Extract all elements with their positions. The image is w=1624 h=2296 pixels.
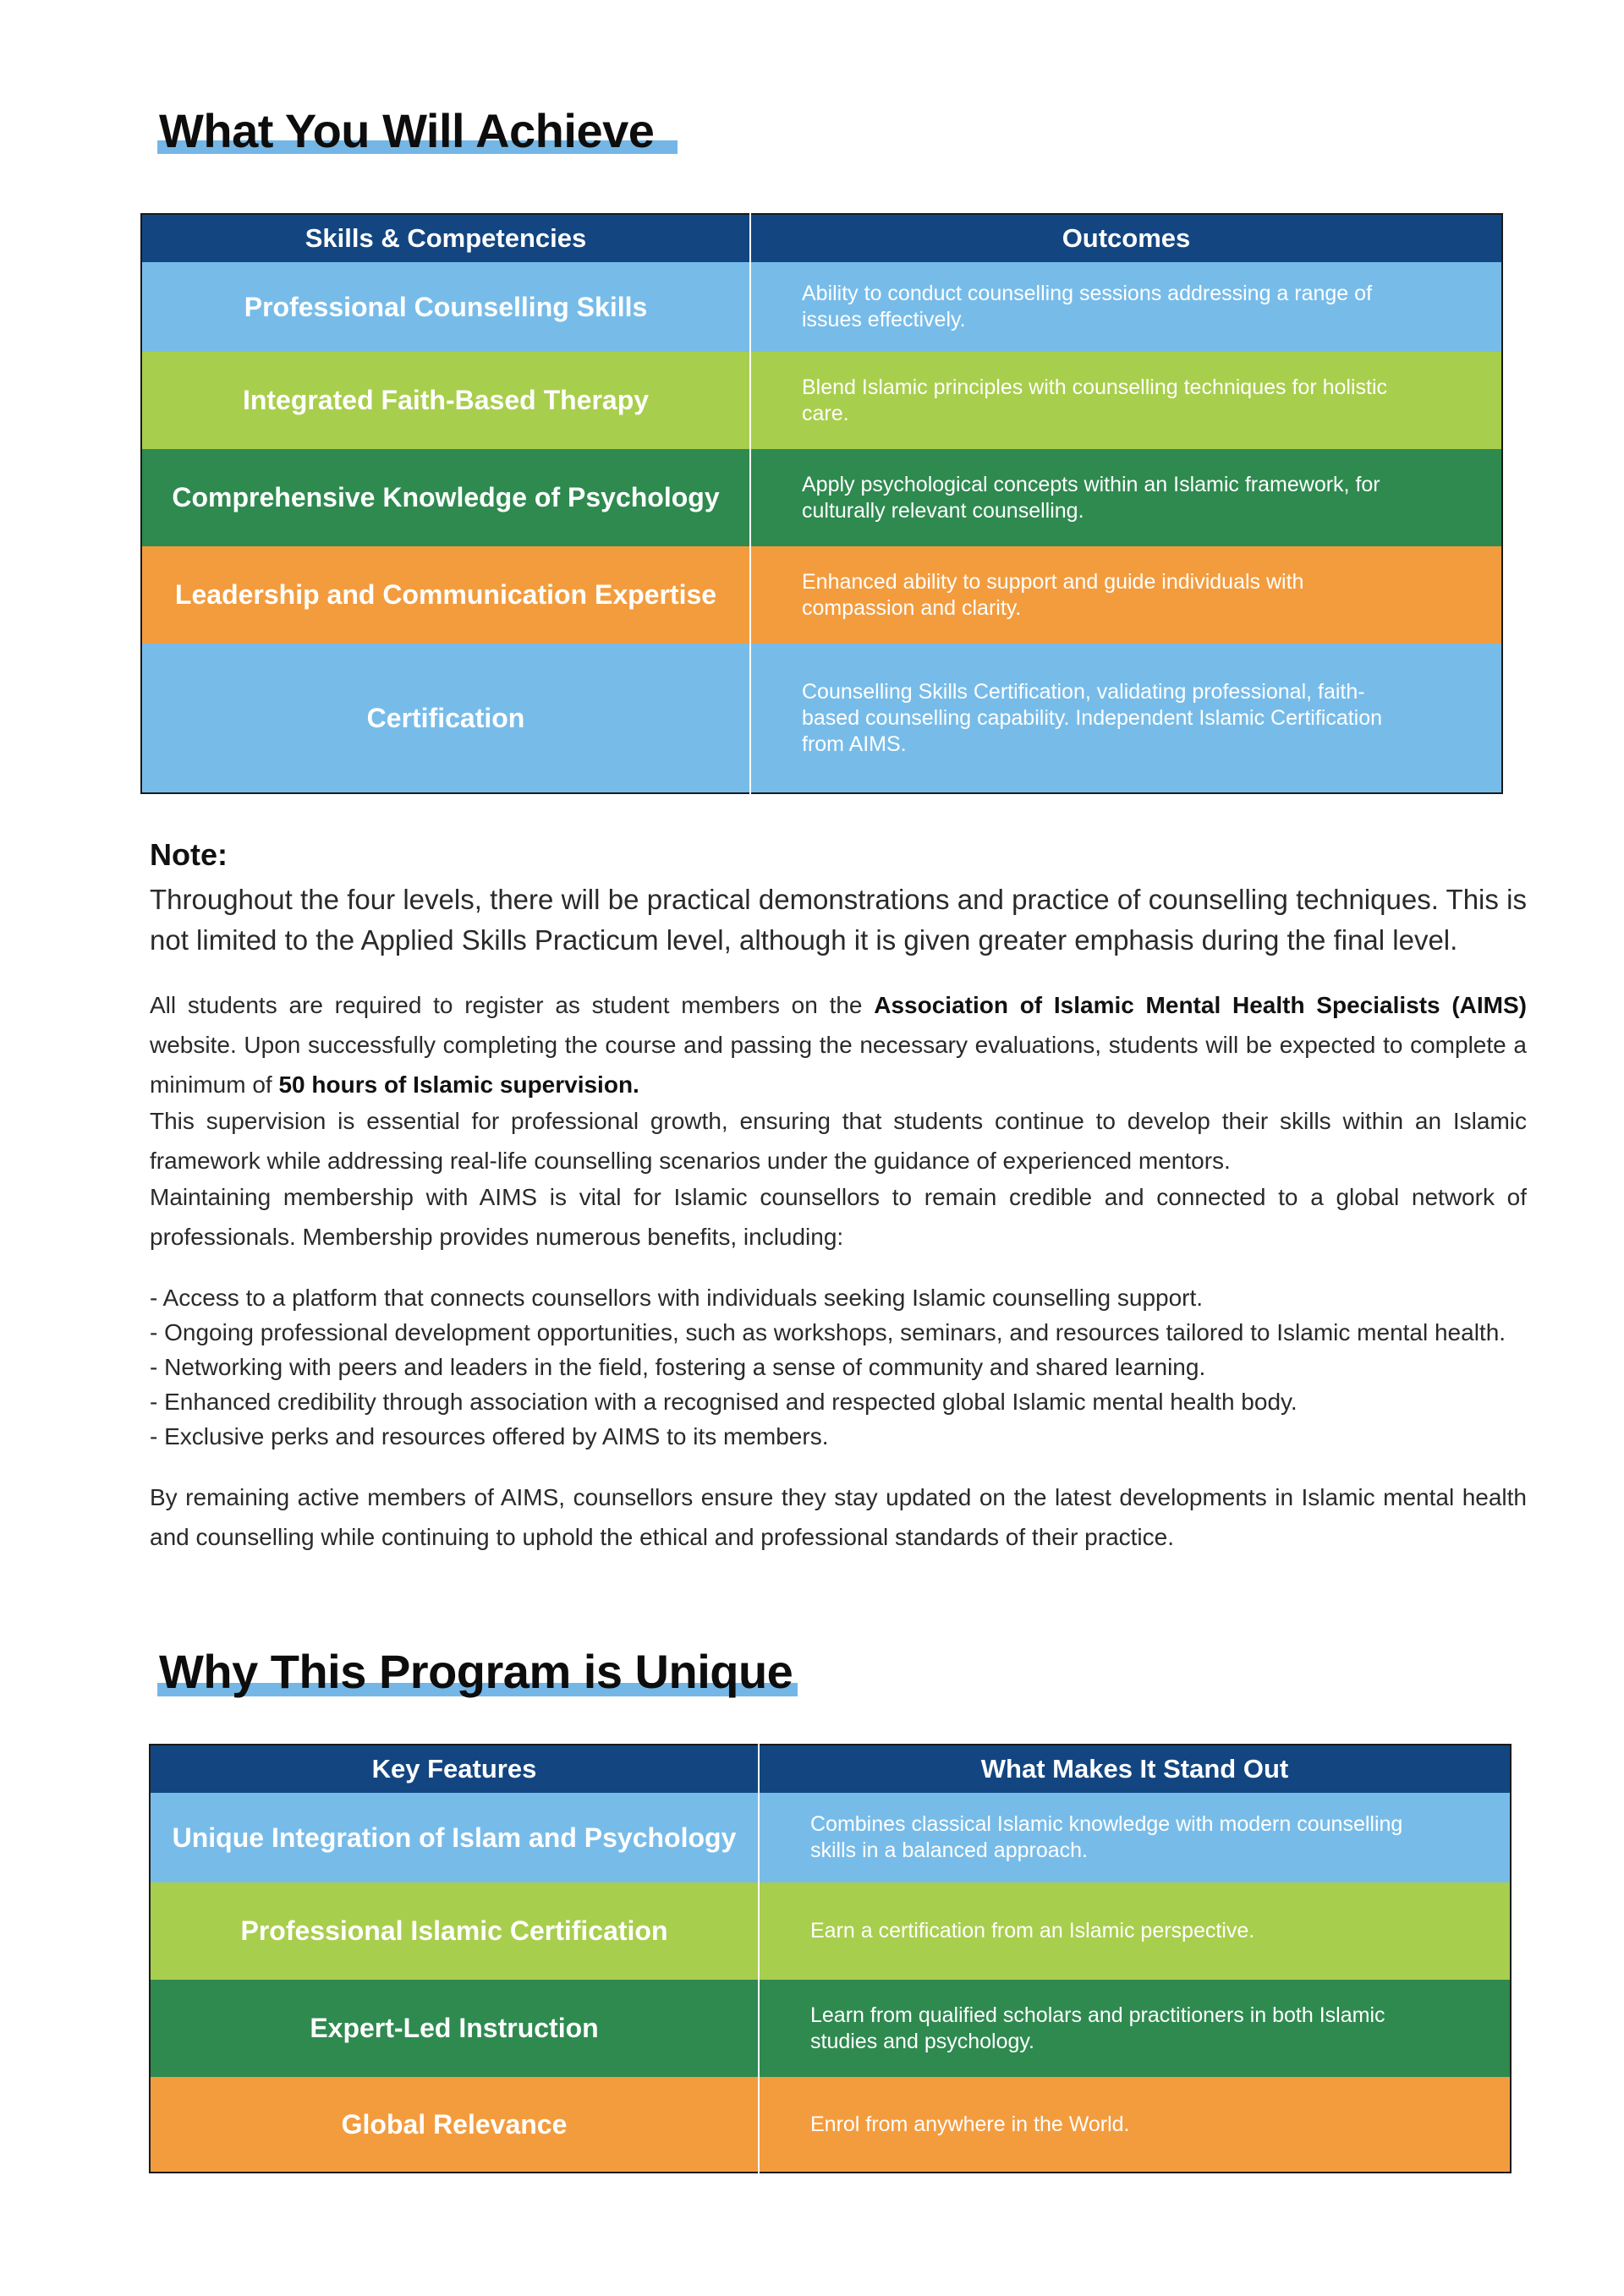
outcome-cell: Counselling Skills Certification, validating professional, faith-based counselling capability. Independent Islamic Certification from AIMS. (802, 679, 1383, 756)
detail-cell: Enrol from anywhere in the World. (810, 2112, 1130, 2136)
list-item: - Enhanced credibility through association with a recognised and respected global Islamic mental health body. (150, 1389, 1298, 1415)
detail-cell: Learn from qualified scholars and practitioners in both Islamic studies and psychology. (810, 2003, 1385, 2053)
supervision-paragraph: This supervision is essential for professional growth, ensuring that students continue to develop their skills within an Islamic framework while addressing real-life counselling scenarios under the guidance of experienced mentors. (150, 1108, 1527, 1174)
benefits-list (150, 1280, 1527, 1454)
feature-cell: Global Relevance (150, 2077, 759, 2173)
outcome-cell: Ability to conduct counselling sessions addressing a range of issues effectively. (802, 282, 1373, 332)
table-header-row (150, 1745, 1511, 1793)
table-row (141, 262, 1502, 352)
membership-text: website. Upon successfully completing the course and passing the necessary evaluations, students will be expected to complete a minimum of (150, 1032, 1527, 1098)
features-table (149, 1744, 1512, 2173)
aims-name: Association of Islamic Mental Health Specialists (AIMS) (874, 992, 1527, 1018)
column-header-features: Key Features (150, 1745, 759, 1793)
section-title-unique (159, 1644, 793, 1699)
membership-text: All students are required to register as student members on the (150, 992, 875, 1018)
table-row (141, 352, 1502, 449)
outcome-cell: Blend Islamic principles with counselling techniques for holistic care. (802, 375, 1388, 425)
column-header-stand-out: What Makes It Stand Out (759, 1745, 1511, 1793)
note-title: Note: (150, 837, 228, 872)
membership-benefits-intro: Maintaining membership with AIMS is vital for Islamic counsellors to remain credible and connected to a global network of professionals. Membership provides numerous benefits, including: (150, 1184, 1527, 1250)
table-row (150, 1793, 1511, 1882)
skill-cell: Certification (141, 644, 750, 793)
feature-cell: Unique Integration of Islam and Psychology (150, 1793, 759, 1882)
skill-cell: Integrated Faith-Based Therapy (141, 352, 750, 449)
list-item: - Exclusive perks and resources offered by AIMS to its members. (150, 1423, 829, 1449)
section-title-unique-text: Why This Program is Unique (159, 1645, 793, 1698)
note-section (150, 837, 1527, 961)
column-header-skills: Skills & Competencies (141, 214, 750, 262)
table-header-row (141, 214, 1502, 262)
list-item: - Access to a platform that connects counsellors with individuals seeking Islamic counselling support. (150, 1285, 1204, 1311)
membership-paragraph (150, 985, 1527, 1104)
feature-cell: Professional Islamic Certification (150, 1882, 759, 1980)
list-item: - Networking with peers and leaders in the field, fostering a sense of community and shared learning. (150, 1354, 1206, 1380)
outcome-cell: Enhanced ability to support and guide individuals with compassion and clarity. (802, 569, 1304, 620)
table-row (150, 2077, 1511, 2173)
outcome-cell: Apply psychological concepts within an Islamic framework, for culturally relevant counselling. (802, 472, 1380, 523)
list-item: - Ongoing professional development opportunities, such as workshops, seminars, and resources tailored to Islamic mental health. (150, 1319, 1506, 1345)
column-header-outcomes: Outcomes (750, 214, 1502, 262)
table-row (150, 1980, 1511, 2077)
detail-cell: Earn a certification from an Islamic perspective. (810, 1919, 1255, 1943)
note-body: Throughout the four levels, there will be practical demonstrations and practice of counselling techniques. This is not limited to the Applied Skills Practicum level, although it is given greater emphasis during the final level. (150, 884, 1527, 956)
section-title-achieve (159, 103, 654, 158)
detail-cell: Combines classical Islamic knowledge with modern counselling skills in a balanced approach. (810, 1812, 1403, 1862)
closing-paragraph: By remaining active members of AIMS, counsellors ensure they stay updated on the latest developments in Islamic mental health and counselling while continuing to uphold the ethical and professional standards of their practice. (150, 1484, 1527, 1550)
table-row (141, 546, 1502, 644)
table-row (150, 1882, 1511, 1980)
membership-section (150, 985, 1527, 1557)
achievements-table (140, 213, 1503, 794)
skill-cell: Leadership and Communication Expertise (141, 546, 750, 644)
table-row (141, 644, 1502, 793)
skill-cell: Professional Counselling Skills (141, 262, 750, 352)
feature-cell: Expert-Led Instruction (150, 1980, 759, 2077)
supervision-hours: 50 hours of Islamic supervision. (278, 1071, 639, 1098)
section-title-achieve-text: What You Will Achieve (159, 104, 655, 157)
table-row (141, 449, 1502, 546)
skill-cell: Comprehensive Knowledge of Psychology (141, 449, 750, 546)
